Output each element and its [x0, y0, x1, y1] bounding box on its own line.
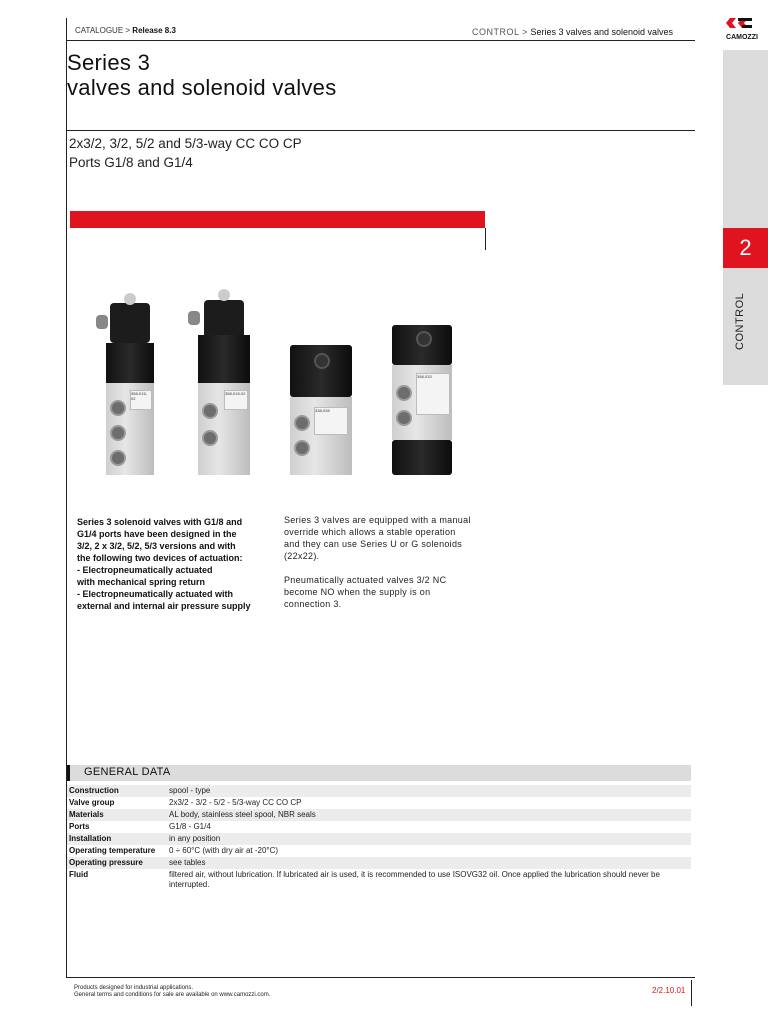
- description-left-line: the following two devices of actuation:: [77, 553, 243, 563]
- section-red-band: [70, 211, 485, 228]
- chapter-number[interactable]: 2: [723, 228, 768, 268]
- page-number: 2/2.10.01: [652, 986, 686, 995]
- general-data-header-bar: [67, 765, 70, 781]
- general-data-title: GENERAL DATA: [84, 766, 171, 778]
- spec-key: Operating pressure: [69, 858, 143, 867]
- subtitle-line1: 2x3/2, 3/2, 5/2 and 5/3-way CC CO CP: [69, 136, 302, 151]
- page-title-line1: Series 3: [67, 50, 151, 75]
- page-title-line2: valves and solenoid valves: [67, 75, 337, 100]
- spec-key: Fluid: [69, 870, 89, 879]
- header-rule: [66, 40, 695, 41]
- valve-label-3: 338-035: [314, 407, 348, 435]
- title-rule: [66, 130, 695, 131]
- valve-pneumatic-4: [386, 325, 466, 475]
- description-left-line: G1/4 ports have been designed in the: [77, 529, 237, 539]
- catalogue-release: [75, 26, 176, 35]
- valve-solenoid-2: [176, 285, 266, 485]
- description-left-line: with mechanical spring return: [77, 577, 206, 587]
- description-left-line: - Electropneumatically actuated: [77, 565, 213, 575]
- table-row: [67, 821, 691, 833]
- description-right-p2: Pneumatically actuated valves 3/2 NC become NO when the supply is on connection 3.: [284, 575, 447, 609]
- spec-value: AL body, stainless steel spool, NBR seals: [169, 810, 316, 819]
- spec-key: Ports: [69, 822, 90, 831]
- subtitle-line2: Ports G1/8 and G1/4: [69, 155, 193, 170]
- spec-key: Valve group: [69, 798, 115, 807]
- description-right: [284, 514, 474, 622]
- breadcrumb-page: Series 3 valves and solenoid valves: [530, 27, 674, 37]
- description-right-p1: Series 3 valves are equipped with a manual override which allows a stable operation and they can use Series U or G solenoids (22x22).: [284, 515, 471, 561]
- table-row: [67, 869, 691, 891]
- breadcrumb-control[interactable]: CONTROL >: [472, 27, 528, 37]
- table-row: [67, 857, 691, 869]
- camozzi-logo: [722, 14, 762, 42]
- spec-value: spool - type: [169, 786, 211, 795]
- spec-key: Operating temperature: [69, 846, 156, 855]
- product-photo: [86, 285, 486, 515]
- logo-text: CAMOZZI: [726, 34, 758, 41]
- footer-line2: General terms and conditions for sale are available on www.camozzi.com.: [74, 992, 271, 998]
- valve-label-4: 358-033: [416, 373, 450, 415]
- footer-rule: [66, 977, 695, 978]
- breadcrumb: [472, 27, 673, 37]
- description-left-line: Series 3 solenoid valves with G1/8 and: [77, 517, 243, 527]
- description-left-line: 3/2, 2 x 3/2, 5/2, 5/3 versions and with: [77, 541, 236, 551]
- spec-key: Installation: [69, 834, 112, 843]
- description-left-line: external and internal air pressure supply: [77, 601, 251, 611]
- spec-key: Construction: [69, 786, 119, 795]
- footer-line1: Products designed for industrial applications.: [74, 985, 194, 991]
- image-box-right-line: [485, 228, 486, 250]
- table-row: [67, 809, 691, 821]
- spec-key: Materials: [69, 810, 104, 819]
- spec-value: 0 ÷ 60°C (with dry air at -20°C): [169, 846, 279, 855]
- spec-value: 2x3/2 - 3/2 - 5/2 - 5/3-way CC CO CP: [169, 798, 302, 807]
- catalogue-label: CATALOGUE >: [75, 26, 131, 35]
- spec-value: G1/8 - G1/4: [169, 822, 211, 831]
- valve-solenoid-1: [86, 285, 166, 485]
- chapter-label: CONTROL: [734, 292, 746, 350]
- release-label: Release 8.3: [132, 26, 176, 35]
- table-row: [67, 785, 691, 797]
- table-row: [67, 797, 691, 809]
- footer-right-line: [691, 980, 692, 1006]
- general-data-table: [67, 785, 691, 891]
- description-left-line: - Electropneumatically actuated with: [77, 589, 234, 599]
- valve-pneumatic-3: [286, 345, 366, 475]
- spec-value: filtered air, without lubrication. If lubricated air is used, it is recommended to use ISOVG32 oil. Once applied the lubrication should never be interrupted.: [169, 870, 660, 889]
- table-row: [67, 845, 691, 857]
- table-row: [67, 833, 691, 845]
- spec-value: in any position: [169, 834, 221, 843]
- valve-label-2: 358-015-02: [224, 390, 248, 410]
- spec-value: see tables: [169, 858, 206, 867]
- valve-label-1: 358-015-02: [130, 390, 152, 410]
- description-left: [77, 516, 272, 612]
